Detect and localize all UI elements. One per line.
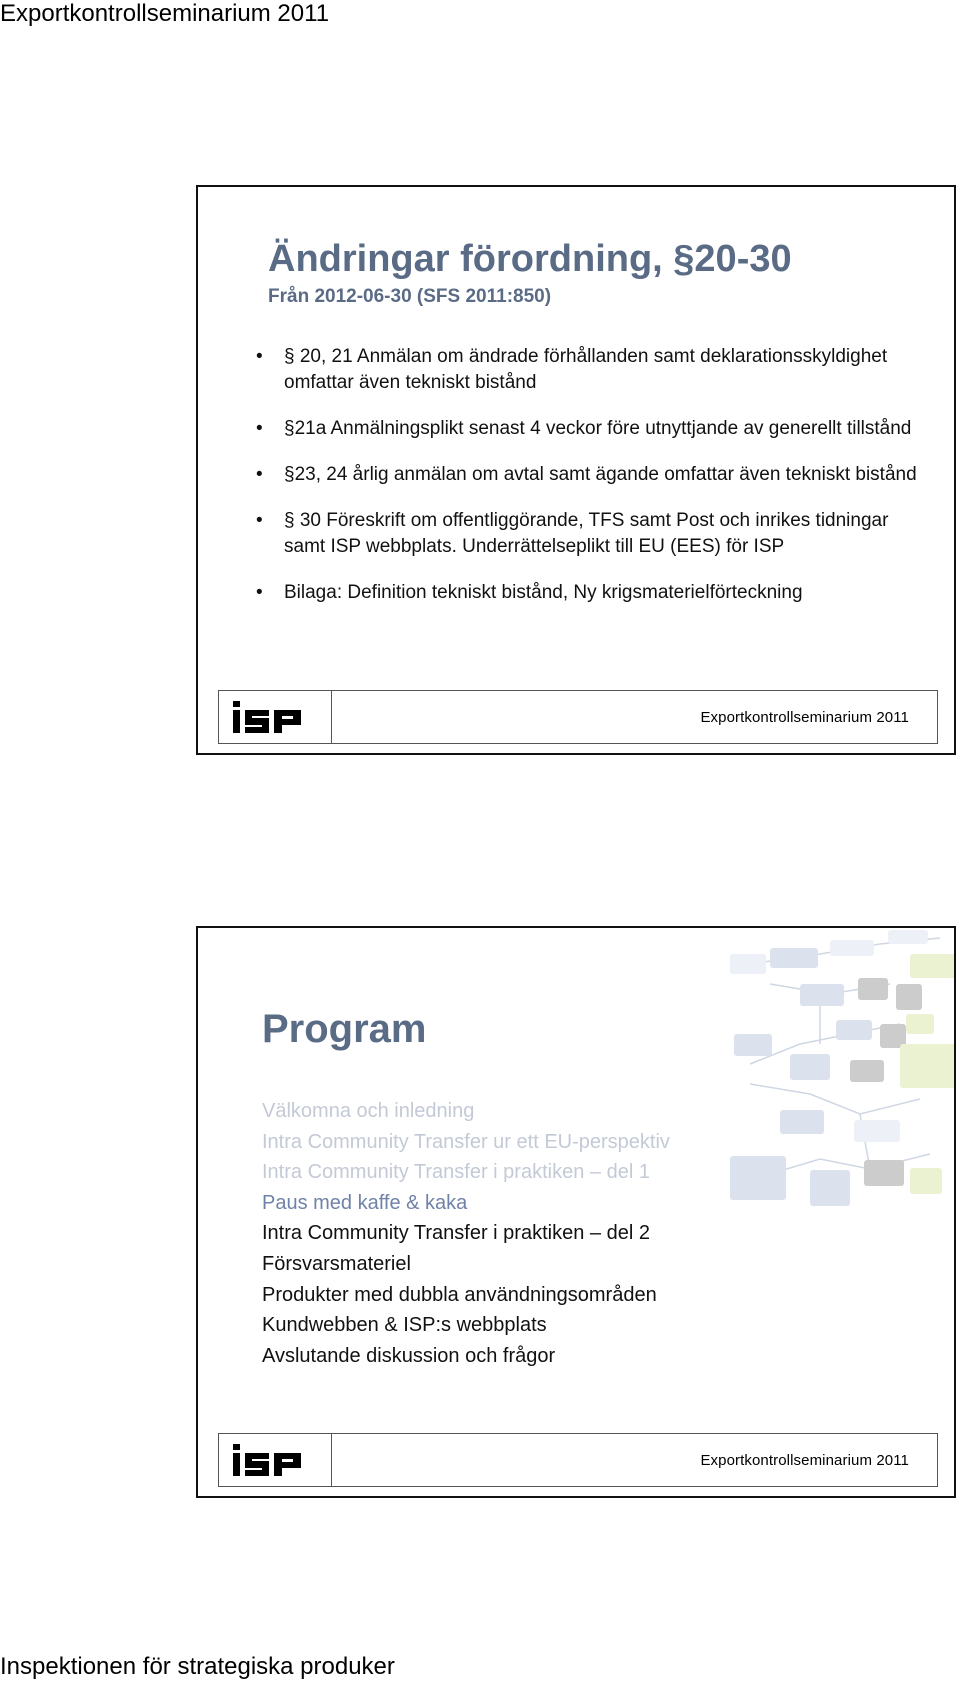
slide-footer-bar — [218, 1433, 938, 1487]
document-footer: Inspektionen för strategiska produker — [0, 1653, 395, 1680]
bullet-item — [256, 344, 934, 396]
slide-title: Ändringar förordning, §20-30 — [268, 238, 792, 280]
bullet-dot: • — [256, 346, 263, 367]
bullet-dot: • — [256, 582, 263, 603]
program-item: Intra Community Transfer i praktiken – del 1 — [262, 1161, 650, 1184]
isp-logo-icon — [233, 701, 317, 733]
bullet-list — [256, 344, 934, 626]
isp-logo — [219, 1434, 332, 1486]
program-item: Välkomna och inledning — [262, 1100, 475, 1122]
bullet-dot: • — [256, 418, 263, 439]
program-item: Avslutande diskussion och frågor — [262, 1344, 556, 1367]
program-item: Paus med kaffe & kaka — [262, 1191, 468, 1214]
bullet-item — [256, 462, 934, 488]
program-item: Försvarsmateriel — [262, 1252, 411, 1275]
slide-program — [196, 926, 956, 1498]
bullet-dot: • — [256, 510, 263, 531]
program-item: Intra Community Transfer ur ett EU-perspektiv — [262, 1130, 670, 1153]
program-item: Kundwebben & ISP:s webbplats — [262, 1314, 547, 1337]
bullet-item — [256, 508, 934, 560]
bullet-text: § 30 Föreskrift om offentliggörande, TFS samt Post och inrikes tidningar samt ISP webbplats. Underrättelseplikt till EU (EES) för ISP — [284, 510, 889, 557]
bullet-text: Bilaga: Definition tekniskt bistånd, Ny krigsmaterielförteckning — [284, 582, 803, 603]
slide-title: Program — [262, 1007, 427, 1051]
slide-footer-text: Exportkontrollseminarium 2011 — [700, 709, 909, 726]
bullet-text: §21a Anmälningsplikt senast 4 veckor före utnyttjande av generellt tillstånd — [284, 418, 912, 439]
program-item: Produkter med dubbla användningsområden — [262, 1283, 657, 1306]
slide-forordning-changes — [196, 185, 956, 755]
isp-logo-icon — [233, 1444, 317, 1476]
slide-subtitle: Från 2012-06-30 (SFS 2011:850) — [268, 286, 552, 307]
flowchart-background-graphic — [710, 926, 956, 1244]
program-item: Intra Community Transfer i praktiken – del 2 — [262, 1222, 650, 1245]
bullet-item — [256, 416, 934, 442]
isp-logo — [219, 691, 332, 743]
document-header: Exportkontrollseminarium 2011 — [0, 0, 330, 27]
program-list — [262, 1096, 670, 1371]
bullet-item — [256, 580, 934, 606]
slide-footer-text: Exportkontrollseminarium 2011 — [700, 1452, 909, 1469]
slide-footer-bar — [218, 690, 938, 744]
bullet-text: §23, 24 årlig anmälan om avtal samt ägande omfattar även tekniskt bistånd — [284, 464, 917, 485]
bullet-text: § 20, 21 Anmälan om ändrade förhållanden samt deklarationsskyldighet omfattar även tekniskt bistånd — [284, 346, 888, 393]
bullet-dot: • — [256, 464, 263, 485]
